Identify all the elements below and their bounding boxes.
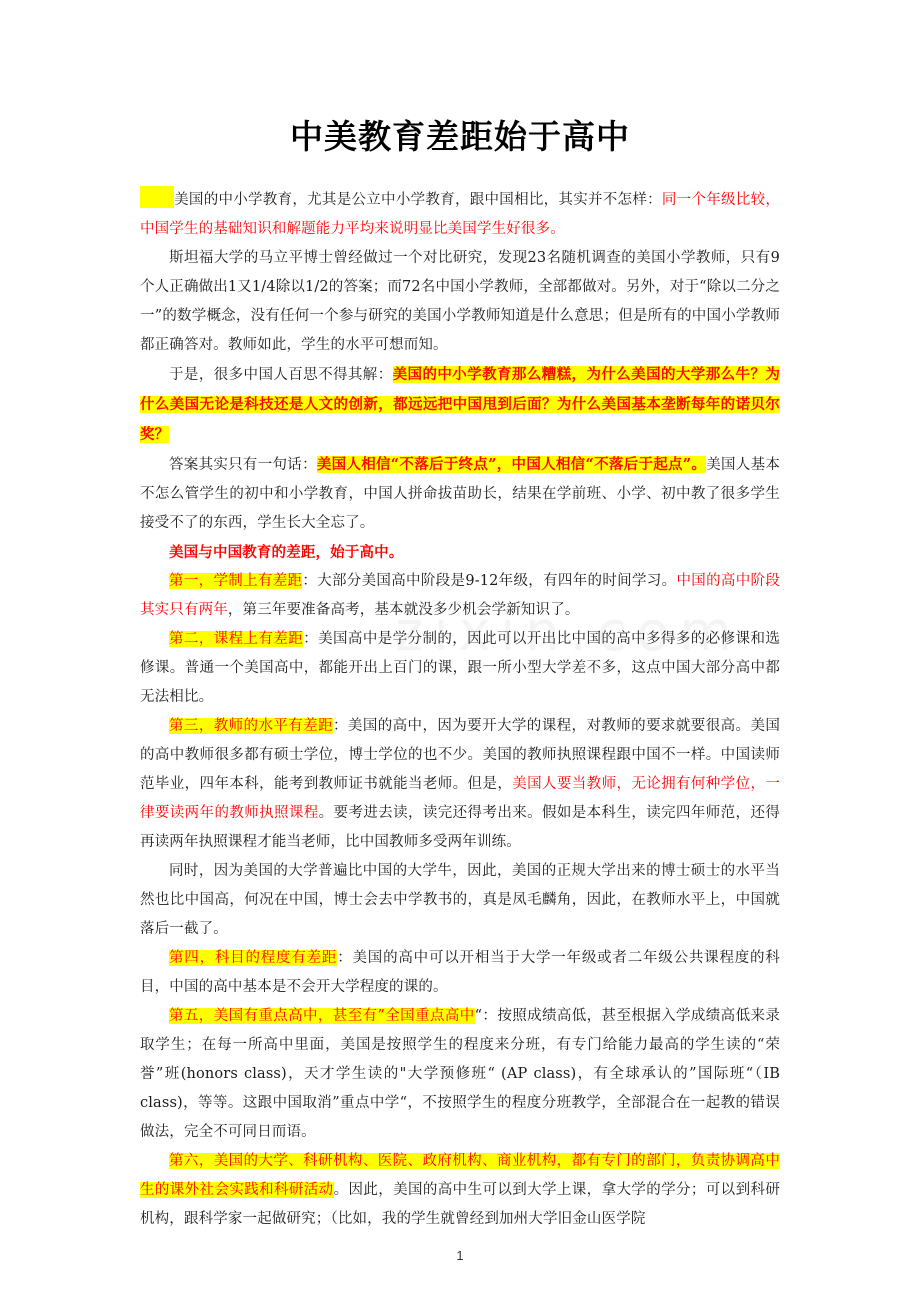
point-6: 第六，美国的大学、科研机构、医院、政府机构、商业机构，都有专门的部门，负责协调高中生的课外社会实践和科研活动。因此，美国的高中生可以到大学上课，拿大学的学分；可以到科研机构，跟科学家一起做研究；（比如，我的学生就曾经到加州大学旧金山医学院 (140, 1153, 780, 1227)
point-4: 第四，科目的程度有差距：美国的高中可以开相当于大学一年级或者二年级公共课程度的科目，中国的高中基本是不会开大学程度的课的。 (140, 950, 780, 995)
paragraph-3: 于是，很多中国人百思不得其解：美国的中小学教育那么糟糕，为什么美国的大学那么牛？为什么美国无论是科技还是人文的创新，都远远把中国甩到后面？为什么美国基本垄断每年的诺贝尔奖？ (140, 366, 781, 443)
point-2-heading: 第二，课程上有差距 (169, 631, 304, 647)
point-5: 第五，美国有重点高中，甚至有”全国重点高中“：按照成绩高低，甚至根据入学成绩高低来录取学生；在每一所高中里面，美国是按照学生的程度来分班，有专门给能力最高的学生读的“荣誉”班(honors class)，天才学生读的"大学预修班“ (AP class)，有全球承认的”国际班“（IB class)，等等。这跟中国取消”重点中学“，不按照学生的程度分班教学，全部混合在一起教的错误做法，完全不可同日而语。 (140, 1008, 781, 1140)
page-title: 中美教育差距始于高中 (290, 117, 630, 156)
page-number: 1 (456, 1248, 464, 1263)
highlight-marker (140, 186, 174, 208)
highlighted-answer: 美国人相信“不落后于终点”，中国人相信“不落后于起点”。 (316, 456, 707, 473)
point-2: 第二，课程上有差距：美国高中是学分制的，因此可以开出比中国的高中多得多的必修课和选修课。普通一个美国高中，都能开出上百门的课，跟一所小型大学差不多，这点中国大部分高中都无法相比。 (140, 631, 781, 705)
point-3: 第三，教师的水平有差距：美国的高中，因为要开大学的课程，对教师的要求就要很高。美国的高中教师很多都有硕士学位，博士学位的也不少。美国的教师执照课程跟中国不一样。中国读师范毕业，四年本科，能考到教师证书就能当老师。但是，美国人要当教师，无论拥有何种学位，一律要读两年的教师执照课程。要考进去读，读完还得考出来。假如是本科生，读完四年师范，还得再读两年执照课程才能当老师，比中国教师多受两年训练。 (140, 718, 780, 850)
paragraph-2: 斯坦福大学的马立平博士曾经做过一个对比研究，发现23名随机调查的美国小学教师，只有9个人正确做出1又1/4除以1/2的答案；而72名中国小学教师，全部都做对。另外，对于“除以二分之一”的数学概念，没有任何一个参与研究的美国小学教师知道是什么意思；但是所有的中国小学教师都正确答对。教师如此，学生的水平可想而知。 (140, 250, 780, 353)
point-1-heading: 第一，学制上有差距 (169, 573, 303, 589)
emphasis-text: 同一个年级比较，中国学生的基础知识和解题能力平均来说明显比美国学生好很多。 (140, 192, 781, 237)
paragraph-9: 同时，因为美国的大学普遍比中国的大学牛，因此，美国的正规大学出来的博士硕士的水平当然也比中国高，何况在中国，博士会去中学教书的，真是凤毛麟角，因此，在教师水平上，中国就落后一截了。 (140, 863, 780, 937)
point-5-heading: 第五，美国有重点高中，甚至有”全国重点高中 (169, 1008, 475, 1024)
article-body (140, 186, 780, 1234)
point-4-heading: 第四，科目的程度有差距 (169, 950, 338, 966)
point-3-heading: 第三，教师的水平有差距 (169, 718, 333, 734)
point-6-heading: 第六，美国的大学、科研机构、医院、政府机构、商业机构，都有专门的部门，负责协调高中生的课外社会实践和科研活动 (140, 1153, 780, 1198)
paragraph-1: 美国的中小学教育，尤其是公立中小学教育，跟中国相比，其实并不怎样：同一个年级比较，中国学生的基础知识和解题能力平均来说明显比美国学生好很多。 (140, 186, 780, 244)
point-1: 第一，学制上有差距：大部分美国高中阶段是9-12年级，有四年的时间学习。中国的高中阶段其实只有两年，第三年要准备高考，基本就没多少机会学新知识了。 (140, 573, 780, 618)
paragraph-4: 答案其实只有一句话：美国人相信“不落后于终点”，中国人相信“不落后于起点”。美国人基本不怎么管学生的初中和小学教育，中国人拼命拔苗助长，结果在学前班、小学、初中教了很多学生接受不了的东西，学生长大全忘了。 (140, 456, 781, 531)
section-heading: 美国与中国教育的差距，始于高中。 (169, 544, 404, 561)
highlighted-question: 美国的中小学教育那么糟糕，为什么美国的大学那么牛？为什么美国无论是科技还是人文的创新，都远远把中国甩到后面？为什么美国基本垄断每年的诺贝尔奖？ (140, 366, 781, 443)
